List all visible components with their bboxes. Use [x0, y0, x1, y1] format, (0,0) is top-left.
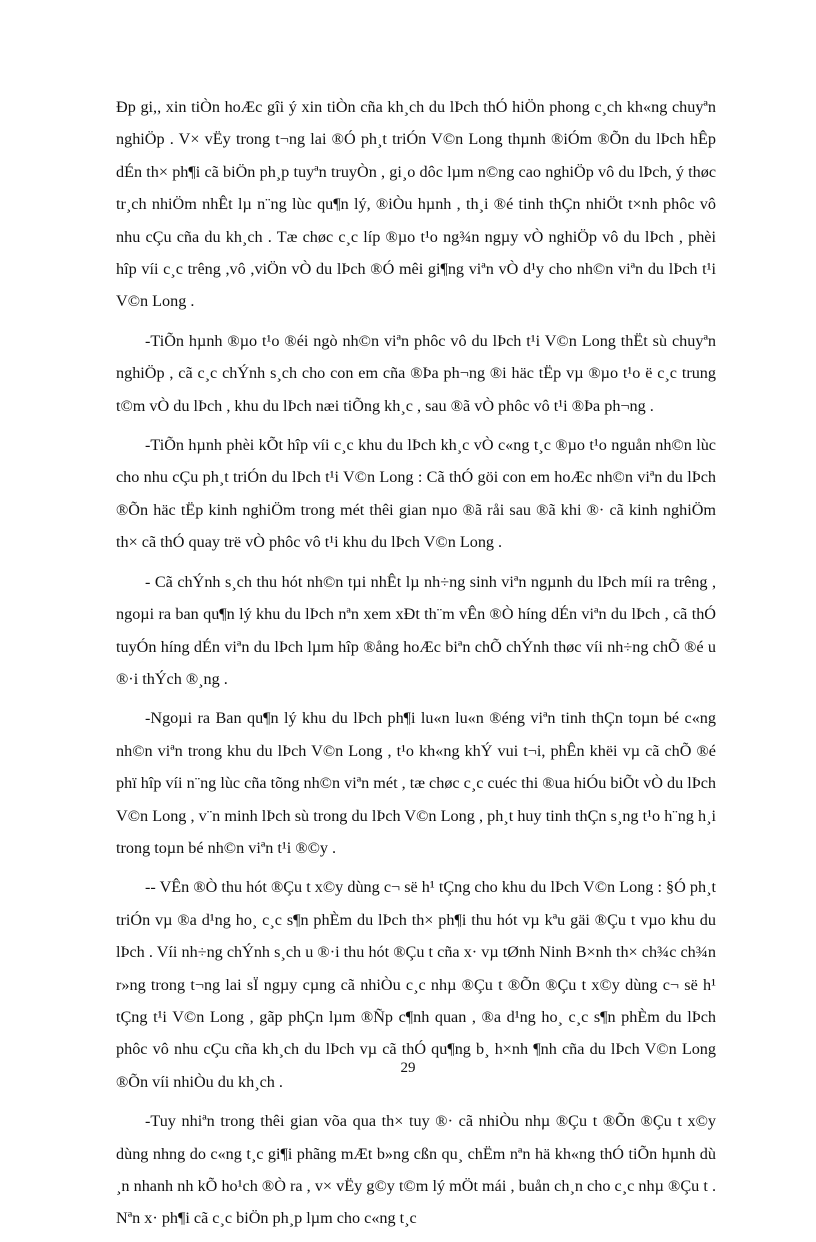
paragraph-staff-training: -TiÕn hµnh ®µo t¹o ®éi ngò nh©n viªn phôc vô du lÞch t¹i V©n Long thËt sù chuyªn nghiÖp , cã c¸c chÝnh s¸ch cho con em cña ®Þa ph¬ng ®i häc tËp vµ ®µo t¹o ë c¸c trung t©m vÒ du lÞch , khu du lÞch næi tiÕng kh¸c , sau ®ã vÒ phôc vô t¹i ®Þa ph¬ng .	[116, 331, 716, 415]
paragraph-investment: -- VÊn ®Ò thu hót ®Çu t x©y dùng c¬ së h¹ tÇng cho khu du lÞch V©n Long : §Ó ph¸t triÓn vµ ®a d¹ng ho¸ c¸c s¶n phÈm du lÞch th× ph¶i thu hót vµ kªu gäi ®Çu t vµo khu du lÞch . Víi nh÷ng chÝnh s¸ch u ®·i thu hót ®Çu t cña x· vµ tØnh Ninh B×nh th× ch¾c ch¾n r»ng trong t¬ng lai sÏ ngµy cµng cã nhiÒu c¸c nhµ ®Çu t ®Õn ®Çu t x©y dùng c¬ së h¹ tÇng t¹i V©n Long , gãp phÇn lµm ®Ñp c¶nh quan , ®a d¹ng ho¸ c¸c s¶n phÈm du lÞch phôc vô nhu cÇu cña kh¸ch du lÞch vµ cã thÓ qu¶ng b¸ h×nh ¶nh cña du lÞch V©n Long ®Õn víi nhiÒu du kh¸ch .	[116, 878, 716, 1091]
paragraph-staff-motivation: -Ngoµi ra Ban qu¶n lý khu du lÞch ph¶i lu«n lu«n ®éng viªn tinh thÇn toµn bé c«ng nh©n viªn trong khu du lÞch V©n Long , t¹o kh«ng khÝ vui t¬i, phÊn khëi vµ cã chÕ ®é phï hîp víi n¨ng lùc cña tõng nh©n viªn mét , tæ chøc c¸c cuéc thi ®ua hiÓu biÕt vÒ du lÞch V©n Long , v¨n minh lÞch sù trong du lÞch V©n Long , ph¸t huy tinh thÇn s¸ng t¹o h¨ng h¸i trong toµn bé nh©n viªn t¹i ®©y .	[116, 709, 717, 857]
paragraph-continuation: Đp gi,, xin tiÒn hoÆc gîi ý xin tiÒn cña kh¸ch du lÞch thÓ hiÖn phong c¸ch kh«ng chuyªn nghiÖp . V× vËy trong t¬ng lai ®Ó ph¸t triÓn V©n Long thµnh ®iÓm ®Õn du lÞch hÊp dÉn th× ph¶i cã biÖn ph¸p tuyªn truyÒn , gi¸o dôc lµm n©ng cao nghiÖp vô du lÞch, ý thøc tr¸ch nhiÖm nhÊt lµ n¨ng lùc qu¶n lý, ®iÒu hµnh , th¸i ®é tinh thÇn nhiÖt t×nh phôc vô nhu cÇu cña du kh¸ch . Tæ chøc c¸c líp ®µo t¹o ng¾n ngµy vÒ nghiÖp vô du lÞch , phèi hîp víi c¸c trêng ,vô ,viÖn vÒ du lÞch ®Ó mêi gi¶ng viªn vÒ d¹y cho nh©n viªn du lÞch t¹i V©n Long .	[116, 98, 716, 311]
page-number: 29	[400, 1060, 416, 1076]
paragraph-cooperation: -TiÕn hµnh phèi kÕt hîp víi c¸c khu du lÞch kh¸c vÒ c«ng t¸c ®µo t¹o nguån nh©n lùc cho nhu cÇu ph¸t triÓn du lÞch t¹i V©n Long : Cã thÓ göi con em hoÆc nh©n viªn du lÞch ®Õn häc tËp kinh nghiÖm trong mét thêi gian nµo ®ã råi sau ®ã khi ®· cã kinh nghiÖm th× cã thÓ quay trë vÒ phôc vô t¹i khu du lÞch V©n Long .	[116, 436, 716, 552]
paragraph-land-clearance: -Tuy nhiªn trong thêi gian võa qua th× tuy ®· cã nhiÒu nhµ ®Çu t ®Õn ®Çu t x©y dùng nhng do c«ng t¸c gi¶i phãng mÆt b»ng cßn qu¸ chËm nªn hä kh«ng thÓ tiÕn hµnh dù ¸n nhanh nh kÕ ho¹ch ®Ò ra , v× vËy g©y t©m lý mÖt mái , buån ch¸n cho c¸c nhµ ®Çu t . Nªn x· ph¶i cã c¸c biÖn ph¸p lµm cho c«ng t¸c	[116, 1112, 716, 1228]
paragraph-talent-policy: - Cã chÝnh s¸ch thu hót nh©n tµi nhÊt lµ nh÷ng sinh viªn ngµnh du lÞch míi ra trêng , ngoµi ra ban qu¶n lý khu du lÞch nªn xem xÐt th¨m vÊn ®Ò híng dÉn viªn du lÞch , cã thÓ tuyÓn híng dÉn viªn du lÞch lµm hîp ®ång hoÆc biªn chÕ chÝnh thøc víi nh÷ng chÕ ®é u ®·i thÝch ®¸ng .	[116, 572, 716, 688]
